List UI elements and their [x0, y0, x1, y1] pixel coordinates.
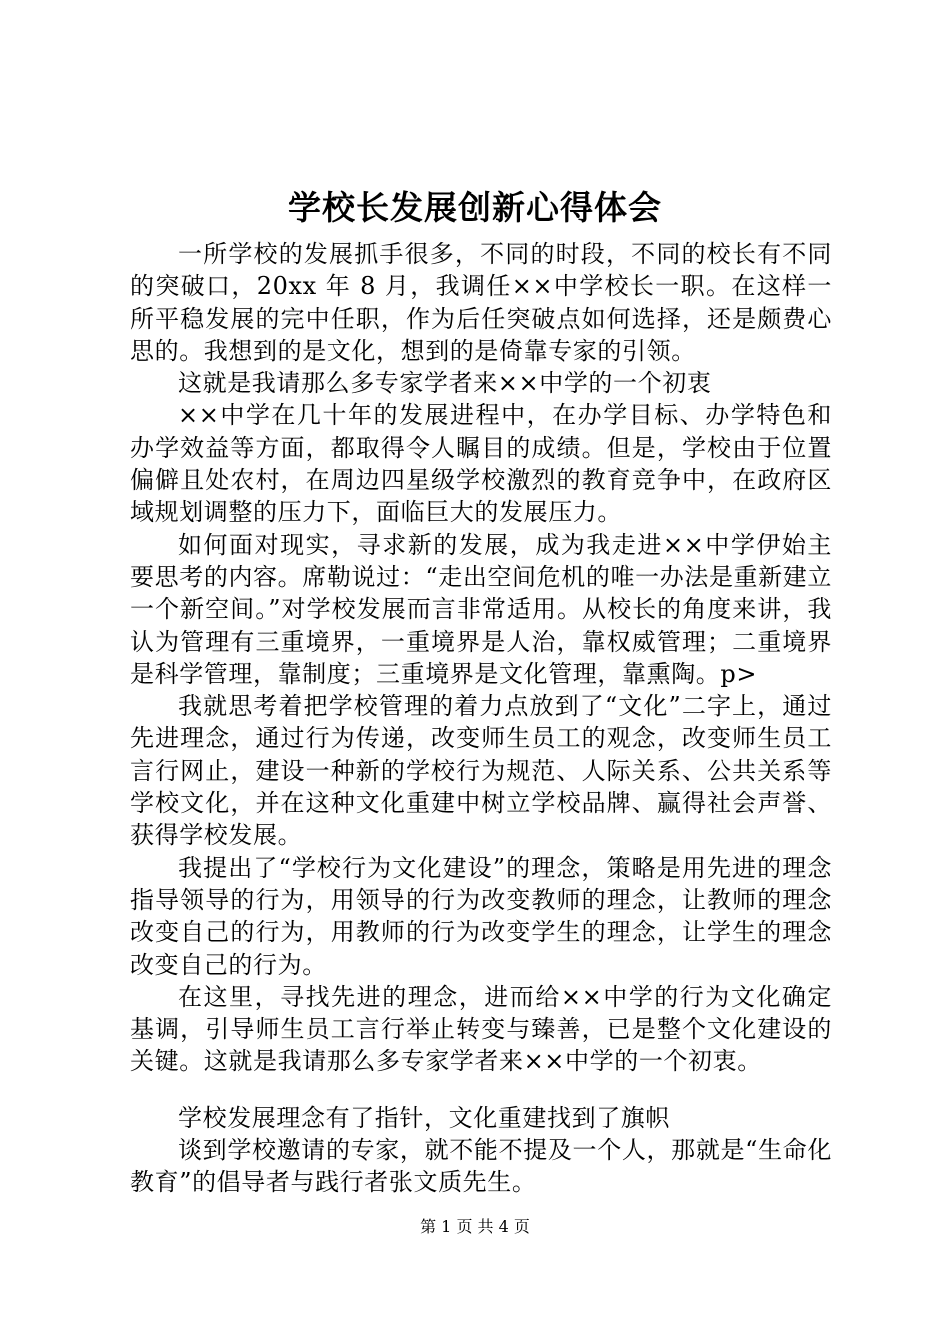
- paragraph-spacer: [130, 1078, 832, 1102]
- document-body: [130, 238, 832, 1199]
- paragraph-7: 在这里，寻找先进的理念，进而给××中学的行为文化确定基调，引导师生员工言行举止转变与臻善，已是整个文化建设的关键。这就是我请那么多专家学者来××中学的一个初衷。: [130, 982, 832, 1076]
- paragraph-3: ××中学在几十年的发展进程中，在办学目标、办学特色和办学效益等方面，都取得令人瞩目的成绩。但是，学校由于位置偏僻且处农村，在周边四星级学校激烈的教育竞争中，在政府区域规划调整的压力下，面临巨大的发展压力。: [130, 401, 832, 527]
- paragraph-4: 如何面对现实，寻求新的发展，成为我走进××中学伊始主要思考的内容。席勒说过：“走出空间危机的唯一办法是重新建立一个新空间。”对学校发展而言非常适用。从校长的角度来讲，我认为管理有三重境界，一重境界是人治，靠权威管理；二重境界是科学管理，靠制度；三重境界是文化管理，靠熏陶。p>: [130, 530, 832, 688]
- paragraph-1: 一所学校的发展抓手很多，不同的时段，不同的校长有不同的突破口，20xx 年 8 月，我调任××中学校长一职。在这样一所平稳发展的完中任职，作为后任突破点如何选择，还是颇费心思的。我想到的是文化，想到的是倚靠专家的引领。: [130, 240, 832, 365]
- paragraph-8: 谈到学校邀请的专家，就不能不提及一个人，那就是“生命化教育”的倡导者与践行者张文质先生。: [130, 1136, 832, 1197]
- page-number-footer: 第 1 页 共 4 页: [420, 1217, 530, 1236]
- document-title: 学校长发展创新心得体会: [288, 188, 662, 227]
- paragraph-6: 我提出了“学校行为文化建设”的理念，策略是用先进的理念指导领导的行为，用领导的行为改变教师的理念，让教师的理念改变自己的行为，用教师的行为改变学生的理念，让学生的理念改变自己的行为。: [130, 853, 832, 979]
- section-heading: 学校发展理念有了指针，文化重建找到了旗帜: [178, 1103, 670, 1132]
- paragraph-5: 我就思考着把学校管理的着力点放到了“文化”二字上，通过先进理念，通过行为传递，改变师生员工的观念，改变师生员工言行网止，建设一种新的学校行为规范、人际关系、公共关系等学校文化，并在这种文化重建中树立学校品牌、赢得社会声誉、获得学校发展。: [130, 692, 832, 850]
- paragraph-2: 这就是我请那么多专家学者来××中学的一个初衷: [178, 369, 712, 398]
